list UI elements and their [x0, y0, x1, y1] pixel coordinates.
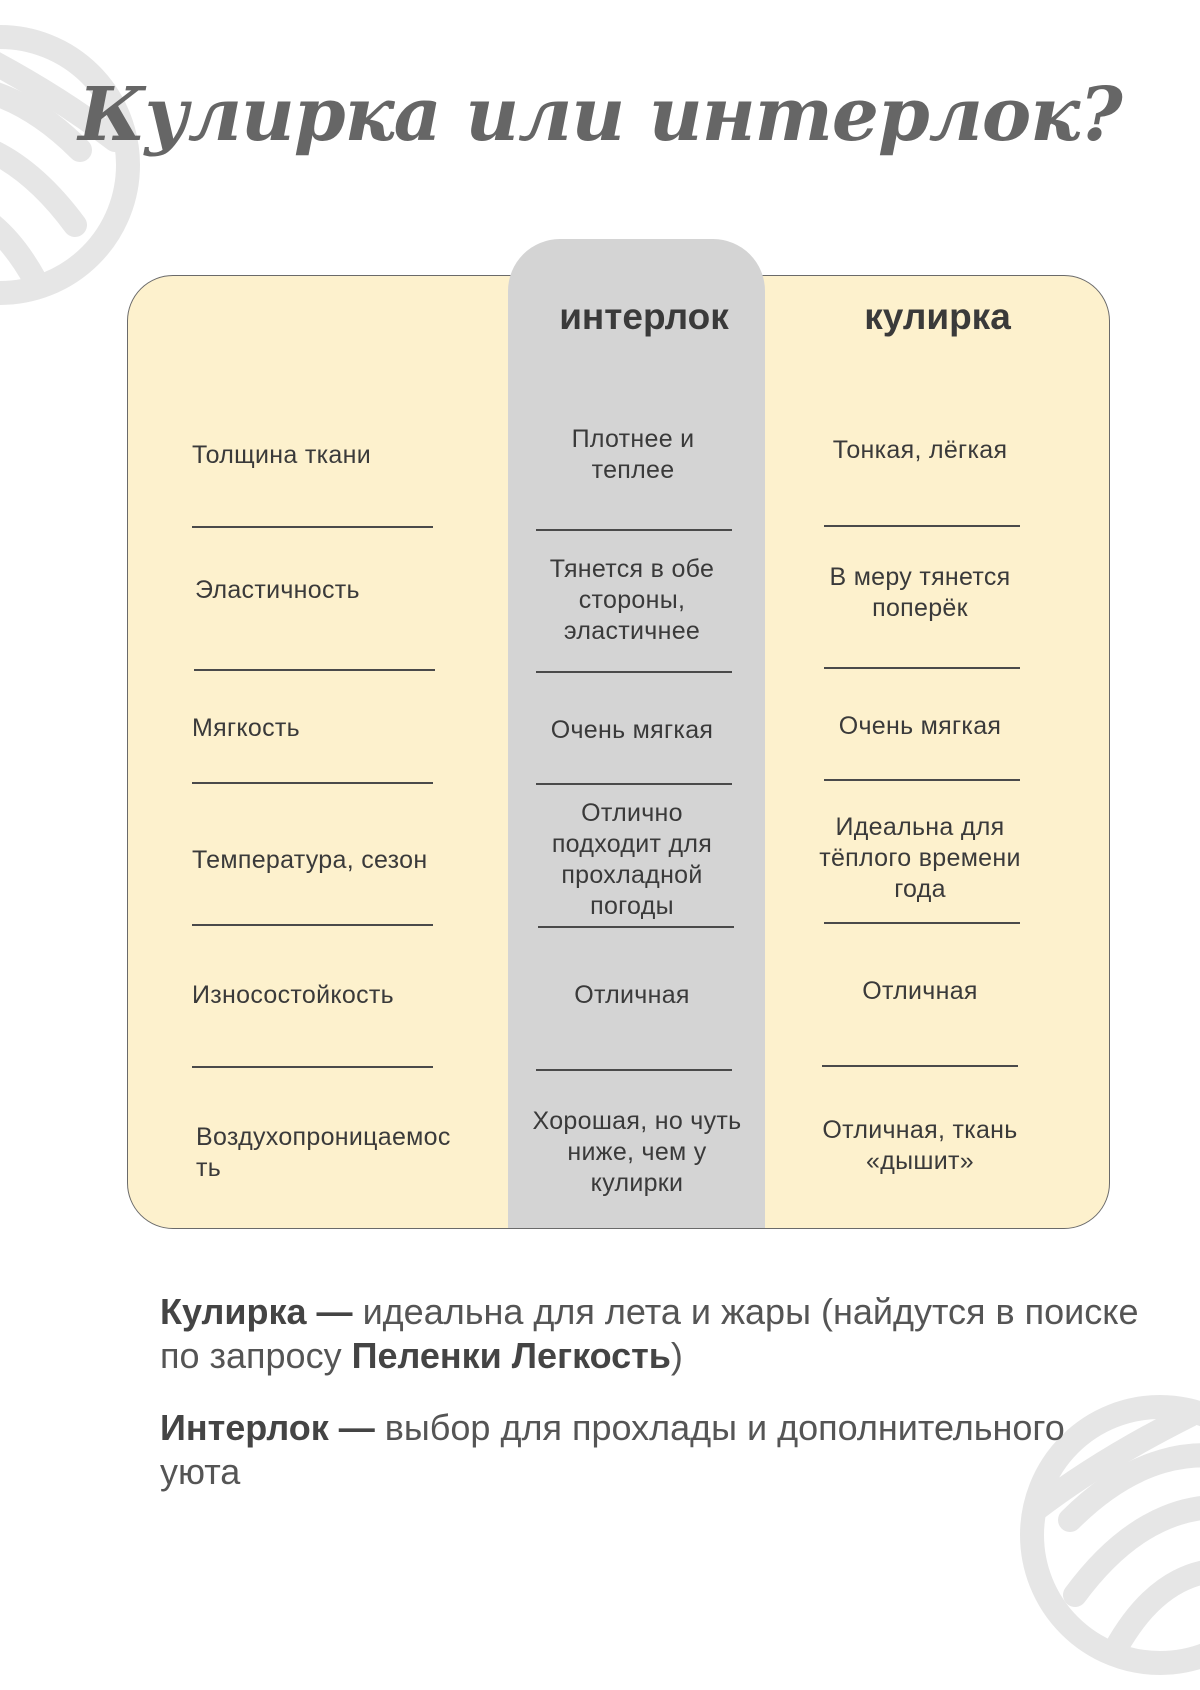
- row-label-temperature: Температура, сезон: [192, 845, 428, 874]
- row-divider: [824, 922, 1020, 924]
- row-divider: [538, 926, 734, 928]
- row-label-softness: Мягкость: [192, 713, 300, 742]
- row-divider: [194, 669, 435, 671]
- row-divider: [536, 1069, 732, 1071]
- cell-interlock-thickness: Плотнее и теплее: [571, 425, 695, 484]
- row-divider: [824, 525, 1020, 527]
- column-header-kulirka: кулирка: [864, 296, 1011, 337]
- note-interlock: Интерлок — выбор для прохлады и дополнительного уюта: [160, 1407, 1065, 1492]
- page-title: Кулирка или интерлок?: [78, 72, 1122, 158]
- note-kulirka: Кулирка — идеальна для лета и жары (найдутся в поиске по запросу Пеленки Легкость): [160, 1291, 1139, 1376]
- cell-kulirka-temperature: Идеальна для тёплого времени года: [819, 812, 1021, 903]
- cell-interlock-temperature: Отлично подходит для прохладной погоды: [551, 799, 713, 920]
- row-divider: [536, 529, 732, 531]
- cell-interlock-elasticity: Тянется в обе стороны, эластичнее: [549, 554, 715, 645]
- row-label-breathability: Воздухопроницаемость: [196, 1123, 451, 1182]
- row-divider: [822, 1065, 1018, 1067]
- cell-kulirka-elasticity: В меру тянется поперёк: [829, 563, 1011, 622]
- row-divider: [824, 667, 1020, 669]
- row-divider: [192, 782, 433, 784]
- row-label-durability: Износостойкость: [192, 980, 394, 1009]
- yarn-ball-icon: [0, 0, 140, 320]
- cell-kulirka-durability: Отличная: [862, 976, 978, 1005]
- cell-kulirka-softness: Очень мягкая: [838, 711, 1002, 740]
- cell-interlock-durability: Отличная: [574, 980, 690, 1009]
- cell-kulirka-breathability: Отличная, ткань «дышит»: [822, 1116, 1018, 1175]
- cell-kulirka-thickness: Тонкая, лёгкая: [832, 435, 1008, 464]
- cell-interlock-breathability: Хорошая, но чуть ниже, чем у кулирки: [532, 1106, 742, 1197]
- cell-interlock-softness: Очень мягкая: [550, 715, 714, 744]
- row-label-thickness: Толщина ткани: [192, 440, 371, 469]
- row-divider: [192, 924, 433, 926]
- row-divider: [536, 671, 732, 673]
- row-label-elasticity: Эластичность: [195, 575, 360, 604]
- row-divider: [536, 783, 732, 785]
- row-divider: [824, 779, 1020, 781]
- row-divider: [192, 1066, 433, 1068]
- row-divider: [192, 526, 433, 528]
- column-header-interlock: интерлок: [559, 296, 729, 337]
